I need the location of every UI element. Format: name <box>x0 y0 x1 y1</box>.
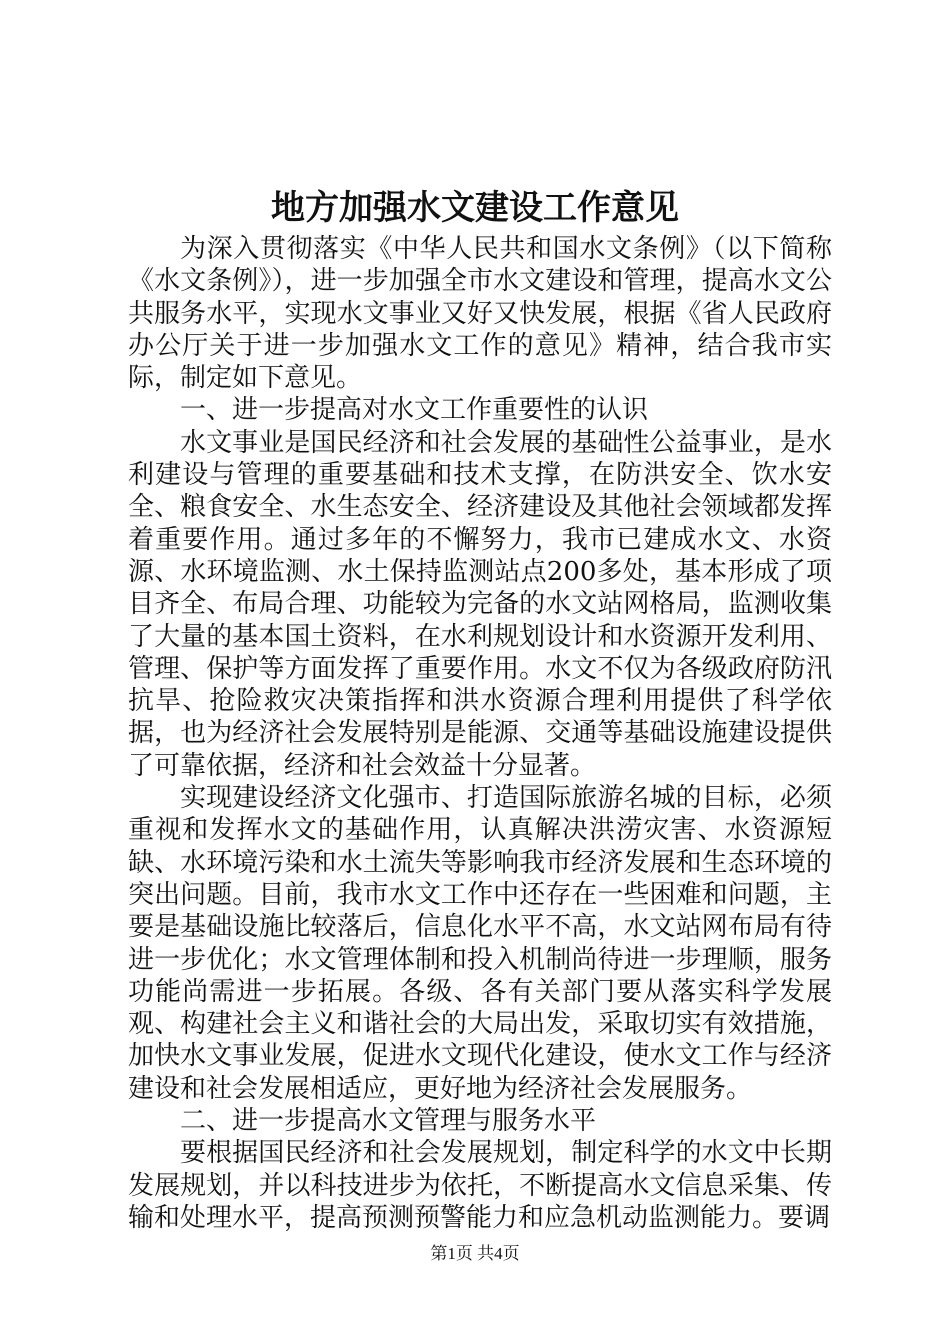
paragraph-section-1-a: 水文事业是国民经济和社会发展的基础性公益事业，是水利建设与管理的重要基础和技术支撑，在防洪安全、饮水安全、粮食安全、水生态安全、经济建设及其他社会领域都发挥着重要作用。通过多年的不懈努力，我市已建成水文、水资源、水环境监测、水土保持监测站点200多处，基本形成了项目齐全、布局合理、功能较为完备的水文站网格局，监测收集了大量的基本国土资料，在水利规划设计和水资源开发利用、管理、保护等方面发挥了重要作用。水文不仅为各级政府防汛抗旱、抢险救灾决策指挥和洪水资源合理利用提供了科学依据，也为经济社会发展特别是能源、交通等基础设施建设提供了可靠依据，经济和社会效益十分显著。 <box>128 427 832 781</box>
section-heading-2: 二、进一步提高水文管理与服务水平 <box>180 1106 597 1137</box>
paragraph-section-1-b: 实现建设经济文化强市、打造国际旅游名城的目标，必须重视和发挥水文的基础作用，认真解决洪涝灾害、水资源短缺、水环境污染和水土流失等影响我市经济发展和生态环境的突出问题。目前，我市水文工作中还存在一些困难和问题，主要是基础设施比较落后，信息化水平不高，水文站网布局有待进一步优化；水文管理体制和投入机制尚待进一步理顺，服务功能尚需进一步拓展。各级、各有关部门要从落实科学发展观、构建社会主义和谐社会的大局出发，采取切实有效措施，加快水文事业发展，促进水文现代化建设，使水文工作与经济建设和社会发展相适应，更好地为经济社会发展服务。 <box>128 783 832 1104</box>
document-title: 地方加强水文建设工作意见 <box>271 188 679 228</box>
paragraph-section-2-a: 要根据国民经济和社会发展规划，制定科学的水文中长期发展规划，并以科技进步为依托，不断提高水文信息采集、传输和处理水平，提高预测预警能力和应急机动监测能力。要调 <box>128 1138 832 1233</box>
section-heading-1: 一、进一步提高对水文工作重要性的认识 <box>180 395 649 426</box>
page-number-footer: 第1页 共4页 <box>430 1244 520 1263</box>
paragraph-intro: 为深入贯彻落实《中华人民共和国水文条例》（以下简称《水文条例》），进一步加强全市水文建设和管理，提高水文公共服务水平，实现水文事业又好又快发展，根据《省人民政府办公厅关于进一步加强水文工作的意见》精神，结合我市实际，制定如下意见。 <box>128 234 832 394</box>
document-body <box>128 233 832 1234</box>
